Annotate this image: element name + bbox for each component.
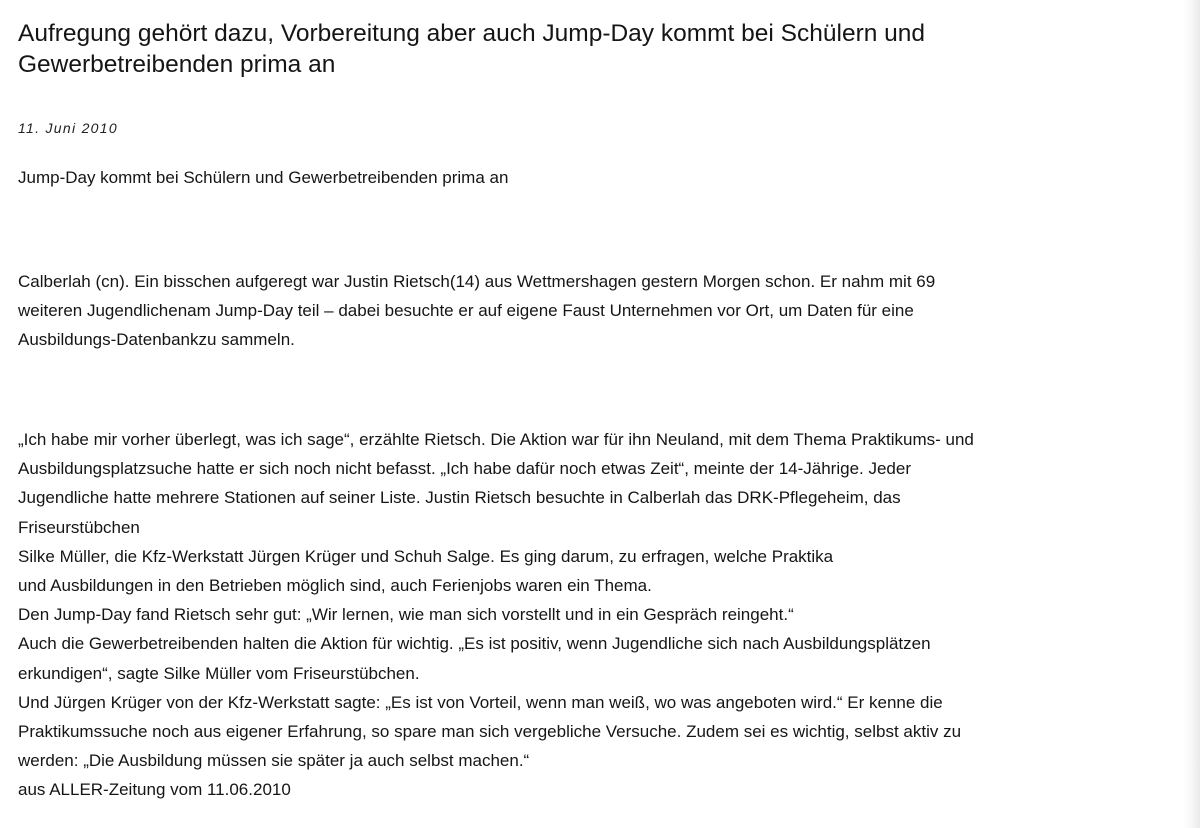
article-title-line-2: Gewerbetreibenden prima an: [18, 51, 336, 78]
body-line: Ausbildungsplatzsuche hatte er sich noch nicht befasst. „Ich habe dafür noch etwas Zeit“, meinte der 14-Jährige. Jeder: [18, 459, 911, 479]
article-subtitle: Jump-Day kommt bei Schülern und Gewerbetreibenden prima an: [18, 168, 509, 187]
body-line: Silke Müller, die Kfz-Werkstatt Jürgen Krüger und Schuh Salge. Es ging darum, zu erfragen, welche Praktika: [18, 546, 834, 566]
body-line: Friseurstübchen: [18, 517, 140, 537]
body-line: Den Jump-Day fand Rietsch sehr gut: „Wir lernen, wie man sich vorstellt und in ein Gespräch reingeht.“: [18, 605, 794, 625]
source-line: aus ALLER-Zeitung vom 11.06.2010: [18, 780, 291, 800]
body-line: und Ausbildungen in den Betrieben möglich sind, auch Ferienjobs waren ein Thema.: [18, 576, 652, 596]
intro-line: weiteren Jugendlichenam Jump-Day teil – dabei besuchte er auf eigene Faust Unternehmen vor Ort, um Daten für eine: [18, 301, 914, 321]
intro-line: Calberlah (cn). Ein bisschen aufgeregt war Justin Rietsch(14) aus Wettmershagen gestern Morgen schon. Er nahm mit 69: [18, 272, 936, 291]
body-line: erkundigen“, sagte Silke Müller vom Friseurstübchen.: [18, 663, 420, 683]
body-line: Auch die Gewerbetreibenden halten die Aktion für wichtig. „Es ist positiv, wenn Jugendliche sich nach Ausbildungsplätzen: [18, 634, 931, 654]
article-title: [18, 18, 1138, 80]
article-title-line-1: Aufregung gehört dazu, Vorbereitung aber auch Jump-Day kommt bei Schülern und: [18, 20, 926, 47]
body-line: werden: „Die Ausbildung müssen sie später ja auch selbst machen.“: [18, 751, 530, 771]
intro-line: Ausbildungs-Datenbankzu sammeln.: [18, 330, 295, 350]
body-paragraph: [18, 425, 974, 805]
body-line: „Ich habe mir vorher überlegt, was ich sage“, erzählte Rietsch. Die Aktion war für ihn Neuland, mit dem Thema Praktikums- und: [18, 430, 974, 449]
scan-edge-shadow: [1182, 0, 1200, 828]
body-line: Jugendliche hatte mehrere Stationen auf seiner Liste. Justin Rietsch besuchte in Calberlah das DRK-Pflegeheim, das: [18, 488, 901, 508]
intro-paragraph: [18, 267, 935, 355]
body-line: Praktikumssuche noch aus eigener Erfahrung, so spare man sich vergebliche Versuche. Zudem sei es wichtig, selbst aktiv zu: [18, 722, 962, 742]
body-line: Und Jürgen Krüger von der Kfz-Werkstatt sagte: „Es ist von Vorteil, wenn man weiß, wo was angeboten wird.“ Er kenne die: [18, 692, 943, 712]
article-date: 11. Juni 2010: [18, 120, 118, 136]
